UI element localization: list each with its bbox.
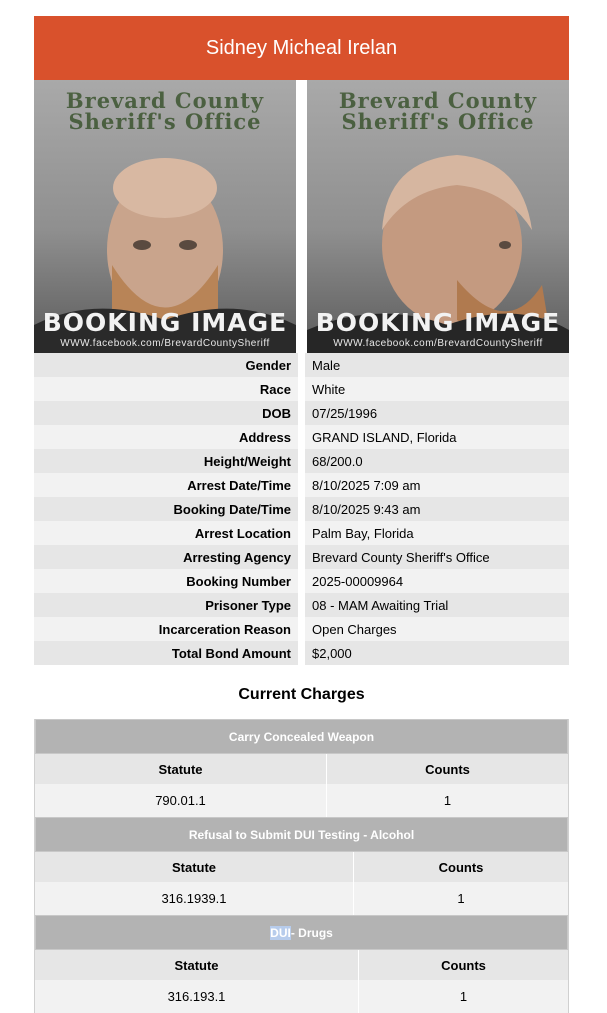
watermark-text: Brevard County Sheriff's Office: [65, 88, 265, 134]
counts-column-header: Counts: [353, 852, 568, 882]
detail-row-booking-number: Booking Number 2025-00009964: [34, 569, 569, 593]
booking-photos: [34, 80, 569, 353]
current-charges-heading: Current Charges: [238, 686, 365, 703]
counts-column-header: Counts: [358, 950, 568, 980]
detail-row-dob: DOB 07/25/1996: [34, 401, 569, 425]
counts-value: 1: [353, 882, 568, 915]
booking-image-label: BOOKING IMAGE: [42, 308, 288, 337]
facebook-url-text: WWW.facebook.com/BrevardCountySheriff: [333, 338, 543, 349]
charge-title: Carry Concealed Weapon: [35, 719, 568, 754]
statute-value: 790.01.1: [155, 793, 206, 808]
detail-row-arrest-location: Arrest Location Palm Bay, Florida: [34, 521, 569, 545]
detail-row-booking-datetime: Booking Date/Time 8/10/2025 9:43 am: [34, 497, 569, 521]
charge-row: [35, 784, 568, 817]
detail-row-prisoner-type: Prisoner Type 08 - MAM Awaiting Trial: [34, 593, 569, 617]
detail-row-race: Race White: [34, 377, 569, 401]
charge-title: DUI - Drugs: [35, 915, 568, 950]
charge-row: [35, 980, 568, 1013]
booking-record: [34, 16, 569, 1013]
detail-row-arresting-agency: Arresting Agency Brevard County Sheriff's Office: [34, 545, 569, 569]
charge-row: [35, 882, 568, 915]
charge-title: Refusal to Submit DUI Testing - Alcohol: [35, 817, 568, 852]
charge-column-headers: [35, 852, 568, 882]
counts-value: 1: [358, 980, 568, 1013]
statute-column-header: Statute: [171, 859, 217, 875]
booking-image-label: BOOKING IMAGE: [315, 308, 561, 337]
detail-row-total-bond: Total Bond Amount $2,000: [34, 641, 569, 665]
charge-column-headers: [35, 754, 568, 784]
booking-photo-side[interactable]: [307, 80, 569, 353]
statute-value: 316.1939.1: [161, 891, 227, 906]
inmate-name: Sidney Micheal Irelan: [205, 36, 398, 59]
selected-text-highlight[interactable]: DUI: [270, 925, 291, 940]
watermark-text: Brevard County Sheriff's Office: [338, 88, 538, 134]
booking-photo-front[interactable]: [34, 80, 296, 353]
facebook-url-text: WWW.facebook.com/BrevardCountySheriff: [60, 338, 270, 349]
charges-table: [34, 719, 569, 1013]
statute-column-header: Statute: [174, 957, 219, 973]
detail-row-height-weight: Height/Weight 68/200.0: [34, 449, 569, 473]
counts-value: 1: [326, 784, 568, 817]
statute-value: 316.193.1: [167, 989, 226, 1004]
statute-column-header: Statute: [158, 761, 203, 777]
inmate-name-header: [34, 16, 569, 80]
inmate-details-table: [34, 353, 569, 665]
detail-row-address: Address GRAND ISLAND, Florida: [34, 425, 569, 449]
charge-column-headers: [35, 950, 568, 980]
detail-row-gender: Gender Male: [34, 353, 569, 377]
counts-column-header: Counts: [326, 754, 568, 784]
detail-row-incarceration-reason: Incarceration Reason Open Charges: [34, 617, 569, 641]
detail-row-arrest-datetime: Arrest Date/Time 8/10/2025 7:09 am: [34, 473, 569, 497]
